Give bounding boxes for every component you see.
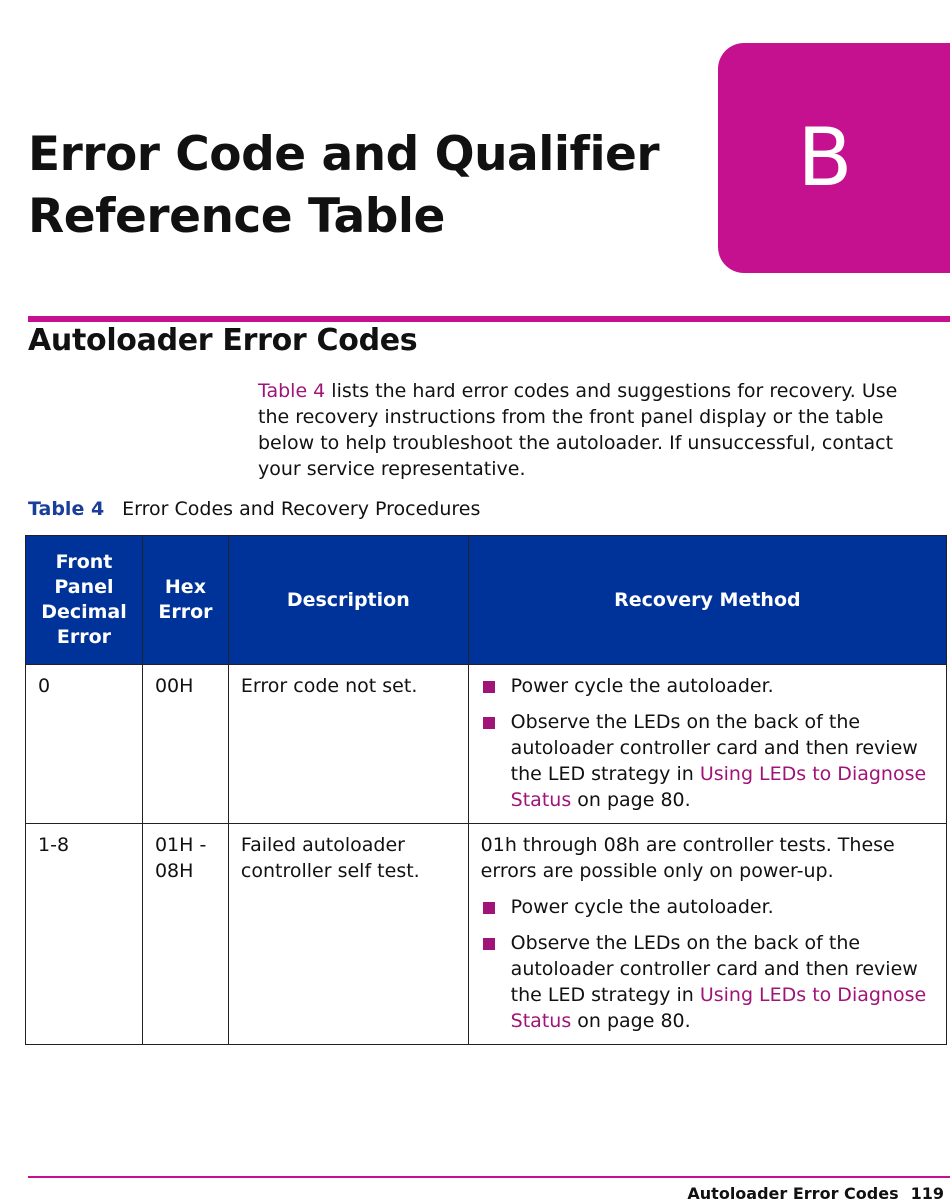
header-hex-error: Hex Error — [142, 536, 228, 665]
recovery-step-text: Power cycle the autoloader. — [510, 896, 774, 918]
page-number: 119 — [910, 1184, 944, 1203]
recovery-step-text: Observe the LEDs on the back of the autoloader controller card and then review the LED strategy in — [510, 932, 918, 1006]
header-description: Description — [228, 536, 468, 665]
section-title: Autoloader Error Codes — [28, 323, 418, 358]
table-4-link[interactable]: Table 4 — [258, 380, 326, 402]
chapter-title-line2: Reference Table — [28, 189, 445, 244]
intro-paragraph — [258, 378, 928, 482]
cell-recovery — [468, 824, 946, 1045]
recovery-step — [481, 673, 934, 699]
header-decimal-error: Front Panel Decimal Error — [26, 536, 143, 665]
table-caption — [28, 496, 480, 522]
recovery-list — [481, 673, 934, 813]
recovery-step — [481, 930, 934, 1034]
recovery-list — [481, 894, 934, 1034]
bullet-square-icon — [483, 681, 495, 693]
recovery-step-text: on page 80. — [571, 789, 691, 811]
cell-description: Failed autoloader controller self test. — [228, 824, 468, 1045]
table-header-row — [26, 536, 947, 665]
bullet-square-icon — [483, 902, 495, 914]
led-diagnose-link[interactable]: Using LEDs to Diagnose Status — [510, 984, 927, 1032]
cell-hex: 01H - 08H — [142, 824, 228, 1045]
footer-section: Autoloader Error Codes — [687, 1184, 899, 1203]
table-row — [26, 824, 947, 1045]
page-footer — [687, 1184, 944, 1204]
cell-decimal: 0 — [26, 665, 143, 824]
led-diagnose-link[interactable]: Using LEDs to Diagnose Status — [510, 763, 927, 811]
bullet-square-icon — [483, 717, 495, 729]
intro-text: lists the hard error codes and suggestions for recovery. Use the recovery instructions from the front panel display or the table below to help troubleshoot the autoloader. If unsuccessful, contact your service representative. — [258, 380, 898, 480]
recovery-step-text: Observe the LEDs on the back of the autoloader controller card and then review the LED strategy in — [510, 711, 918, 785]
error-codes-table — [25, 535, 947, 1045]
recovery-step — [481, 709, 934, 813]
chapter-title — [28, 124, 659, 248]
table-row — [26, 665, 947, 824]
recovery-step-text: Power cycle the autoloader. — [510, 675, 774, 697]
cell-description: Error code not set. — [228, 665, 468, 824]
recovery-note: 01h through 08h are controller tests. These errors are possible only on power-up. — [480, 834, 895, 882]
header-recovery-method: Recovery Method — [468, 536, 946, 665]
chapter-title-line1: Error Code and Qualifier — [28, 127, 660, 182]
cell-decimal: 1-8 — [26, 824, 143, 1045]
recovery-step-text: on page 80. — [571, 1010, 691, 1032]
bullet-square-icon — [483, 938, 495, 950]
cell-hex: 00H — [142, 665, 228, 824]
table-caption-title: Error Codes and Recovery Procedures — [122, 498, 481, 520]
cell-recovery — [468, 665, 946, 824]
chapter-letter-badge: B — [718, 43, 950, 273]
table-number: Table 4 — [28, 498, 105, 520]
footer-rule — [28, 1176, 950, 1178]
recovery-step — [481, 894, 934, 920]
